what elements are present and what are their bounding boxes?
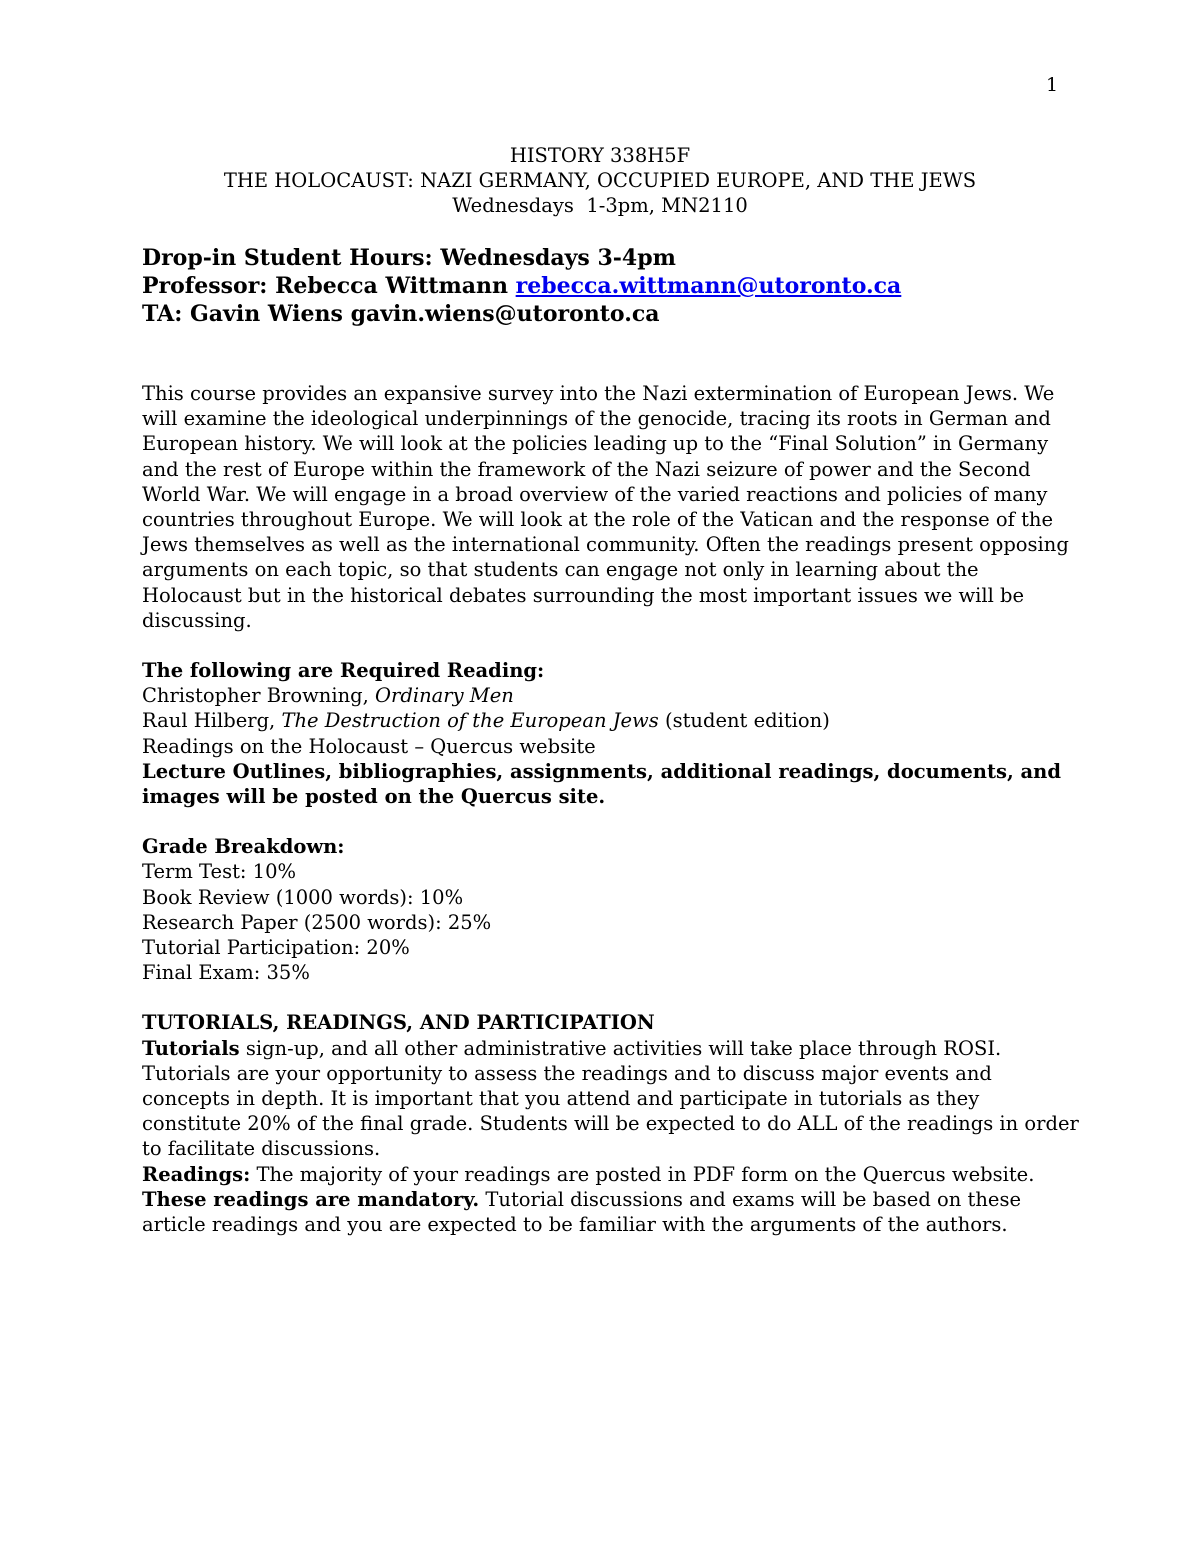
book-2-author: Raul Hilberg, [142,709,282,733]
contact-block [142,244,1102,328]
tutorials-signup [142,1036,1082,1061]
course-header [100,143,1100,218]
course-description: This course provides an expansive survey into the Nazi extermination of European Jews. We will examine the ideological underpinnings of the genocide, tracing its roots in German and European history. We will look at the policies leading up to the “Final Solution” in Germany and the rest of Europe within the framework of the Nazi seizure of power and the Second World War. We will engage in a broad overview of the varied reactions and policies of many countries throughout Europe. We will look at the role of the Vatican and the response of the Jews themselves as well as the international community. Often the readings present opposing arguments on each topic, so that students can engage not only in learning about the Holocaust but in the historical debates surrounding the most important issues we will be discussing. [142,382,1069,632]
professor-line [142,272,1102,300]
tutorials-label: Tutorials [142,1036,240,1060]
readings-label: Readings: [142,1162,251,1186]
readings-paragraph [142,1162,1082,1238]
grade-item: Term Test: 10% [142,860,297,884]
professor-label: Professor: Rebecca Wittmann [142,273,516,299]
quercus-note: Lecture Outlines, bibliographies, assignments, additional readings, documents, and images will be posted on the Quercus site. [142,759,1061,809]
readings-text-2: Tutorial discussions and exams will be based on these article readings and you are expected to be familiar with the arguments of the authors. [142,1187,1028,1237]
book-1-author: Christopher Browning, [142,684,376,708]
course-schedule: Wednesdays 1-3pm, MN2110 [452,194,748,217]
readings-text-1: The majority of your readings are posted in PDF form on the Quercus website. [250,1162,1041,1186]
page-number: 1 [1046,74,1059,96]
book-1-title: Ordinary Men [375,684,514,708]
grade-item: Book Review (1000 words): 10% [142,885,464,909]
student-hours: Drop-in Student Hours: Wednesdays 3-4pm [142,245,676,271]
grade-item: Final Exam: 35% [142,961,310,985]
grade-breakdown-heading: Grade Breakdown: [142,835,345,859]
professor-email-link[interactable]: rebecca.wittmann@utoronto.ca [515,273,902,299]
tutorials-paragraph: Tutorials are your opportunity to assess the readings and to discuss major events and concepts in depth. It is important that you attend and participate in tutorials as they constitute 20% of the final grade. Students will be expected to do ALL of the readings in order to facilitate discussions. [142,1061,1079,1161]
grade-item: Tutorial Participation: 20% [142,936,410,960]
book-2-title: The Destruction of the European Jews [281,709,659,733]
required-book-1 [142,683,1082,708]
course-title: THE HOLOCAUST: NAZI GERMANY, OCCUPIED EUROPE, AND THE JEWS [223,169,977,192]
ta-line: TA: Gavin Wiens gavin.wiens@utoronto.ca [142,301,660,327]
syllabus-body [142,381,1082,1237]
required-reading-heading: The following are Required Reading: [142,659,545,683]
course-code: HISTORY 338H5F [509,144,691,167]
tutorials-heading: TUTORIALS, READINGS, AND PARTICIPATION [142,1011,655,1035]
readings-mandatory: These readings are mandatory. [142,1187,480,1211]
grade-item: Research Paper (2500 words): 25% [142,910,492,934]
book-2-note: (student edition) [658,709,830,733]
tutorials-signup-text: sign-up, and all other administrative activities will take place through ROSI. [239,1036,1002,1060]
readings-website: Readings on the Holocaust – Quercus website [142,734,596,758]
required-book-2 [142,708,1082,733]
